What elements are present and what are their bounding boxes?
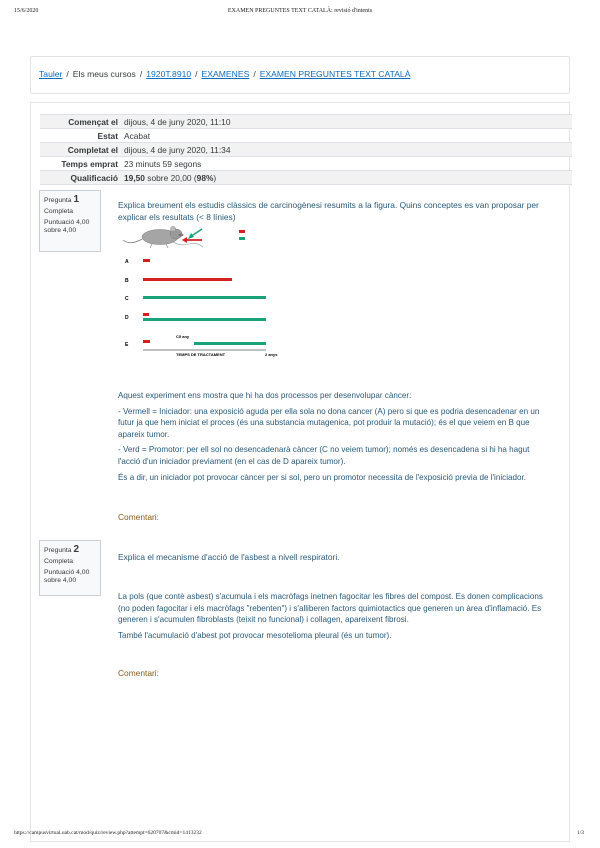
- answer-paragraph: També l'acumulació d'abest pot provocar mesotelioma pleural (és un tumor).: [118, 630, 392, 640]
- summary-label: Qualificació: [70, 172, 118, 183]
- summary-label: Començat el: [68, 116, 118, 127]
- bar-d-initiator: [143, 313, 149, 316]
- row-label-c: C: [125, 296, 129, 302]
- breadcrumb-separator: /: [253, 69, 256, 79]
- row-label-a: A: [125, 259, 129, 265]
- breadcrumb-link-course[interactable]: 1920T.8910: [146, 69, 192, 79]
- legend-swatches: [239, 230, 245, 240]
- question-state: Completa: [44, 208, 74, 215]
- bar-e-promoter: [194, 342, 266, 345]
- summary-row-completed: [40, 143, 572, 157]
- answer-paragraph: - Verd = Promotor: per ell sol no desencadenarà càncer (C no veiem tumor); només es desencadena si hi ha hagut l'acció d'un iniciador previament (en el cas de D apareix tumor).: [118, 445, 530, 466]
- bar-c-promoter: [143, 296, 266, 299]
- question-2-text: Explica el mecanisme d'acció de l'asbest a nivell respiratori.: [118, 552, 340, 562]
- question-1-comment: Comentari:: [118, 512, 159, 522]
- question-mark-line1: Puntuació 4,00: [44, 219, 90, 226]
- summary-row-grade: [40, 171, 572, 185]
- breadcrumb-link-examenes[interactable]: EXAMENES: [201, 69, 250, 79]
- summary-row-time-taken: [40, 157, 572, 171]
- carcinogenesis-figure: [118, 224, 293, 364]
- answer-paragraph: - Vermell = Iniciador: una exposició aguda per ella sola no dona cancer (A) pero si que es podria desencadenar en un futur ja que hem iniciat el proces (és una substancia mutagenica, pot produir la mutació); és el que veiem en B que apareix tumor.: [118, 406, 540, 439]
- print-url: https://campusvirtual.uab.cat/mod/quiz/review.php?attempt=620707&cmid=1413232: [14, 830, 202, 836]
- question-label: Pregunta: [44, 547, 72, 554]
- print-title: EXAMEN PREGUNTES TEXT CATALÀ: revisió d'intents: [227, 8, 373, 14]
- grade-out-of: sobre 20,00 (: [147, 172, 197, 183]
- attempt-summary-table: [40, 114, 572, 185]
- question-mark-line1: Puntuació 4,00: [44, 569, 90, 576]
- row-label-b: B: [125, 278, 129, 284]
- breadcrumb-link-tauler[interactable]: Tauler: [39, 69, 63, 79]
- summary-value: 23 minuts 59 segons: [124, 158, 202, 169]
- breadcrumb-separator: /: [195, 69, 198, 79]
- question-1-answer: [118, 390, 550, 487]
- breadcrumb-separator: /: [139, 69, 143, 79]
- breadcrumb-container: [30, 56, 570, 94]
- summary-value: Acabat: [124, 130, 151, 141]
- question-label: Pregunta: [44, 197, 72, 204]
- row-label-d: D: [125, 315, 129, 321]
- summary-label: Temps emprat: [61, 158, 118, 169]
- answer-paragraph: La pols (que contè asbest) s'acumula i els macròfags inetnen fagocitar les fibres del compost. Es donen complicacions (no poden fagocitar i els macròfags "rebenten") i s'alliberen factors quimiotactics que generen un àrea d'inflamació. Es generen i s'acumulen fibroblasts (teixit no funcional) i collagen, apareixent fibrosi.: [118, 592, 543, 625]
- breadcrumb-item-els-meus-cursos: Els meus cursos: [72, 69, 136, 79]
- question-mark-line2: sobre 4,00: [44, 577, 77, 584]
- grade-close: ): [213, 172, 217, 183]
- breadcrumb: [39, 69, 410, 79]
- breadcrumb-separator: /: [66, 69, 69, 79]
- question-number: 1: [73, 194, 80, 205]
- x-axis-label: TEMPS DE TRACTAMENT: [176, 352, 226, 357]
- summary-label: Completat el: [67, 144, 118, 155]
- summary-row-state: [40, 129, 572, 143]
- question-mark-line2: sobre 4,00: [44, 227, 77, 234]
- inline-label: C5 any: [176, 334, 190, 339]
- question-2-comment: Comentari:: [118, 668, 159, 678]
- question-1-text: Explica breument els estudis clàssics de carcinogènesi resumits a la figura. Quins conceptes es van proposar per explicar els resultats (< 8 línies): [118, 200, 539, 222]
- bar-d-promoter: [143, 318, 266, 321]
- summary-row-started: [40, 115, 572, 129]
- breadcrumb-link-exam[interactable]: EXAMEN PREGUNTES TEXT CATALÀ: [259, 69, 411, 79]
- question-2-answer: [118, 591, 550, 645]
- question-2-info: [39, 540, 101, 596]
- row-label-e: E: [125, 342, 129, 348]
- summary-value: dijous, 4 de juny 2020, 11:34: [124, 144, 231, 155]
- question-1-info: [39, 190, 101, 252]
- bar-b-initiator: [143, 278, 232, 281]
- answer-paragraph: Aquest experiment ens mostra que hi ha dos processos per desenvolupar càncer:: [118, 391, 412, 400]
- bar-e-initiator: [143, 340, 150, 343]
- question-state: Completa: [44, 558, 74, 565]
- summary-grade-value: [121, 171, 572, 185]
- print-page-number: 1/3: [576, 830, 584, 836]
- grade-score: 19,50: [124, 172, 145, 183]
- treatment-bars: [143, 259, 266, 345]
- summary-label: Estat: [97, 130, 118, 141]
- question-number: 2: [73, 544, 80, 555]
- x-axis-end-label: 2 anys: [265, 352, 278, 357]
- answer-paragraph: És a dir, un iniciador pot provocar càncer per si sol, pero un promotor necessita de l'exposició previa de l'iniciador.: [118, 472, 526, 482]
- summary-value: dijous, 4 de juny 2020, 11:10: [124, 116, 231, 127]
- arrow-icons: [182, 229, 202, 243]
- bar-a-initiator: [143, 259, 150, 262]
- print-date: 15/6/2020: [14, 8, 39, 14]
- grade-percent: 98%: [196, 172, 214, 183]
